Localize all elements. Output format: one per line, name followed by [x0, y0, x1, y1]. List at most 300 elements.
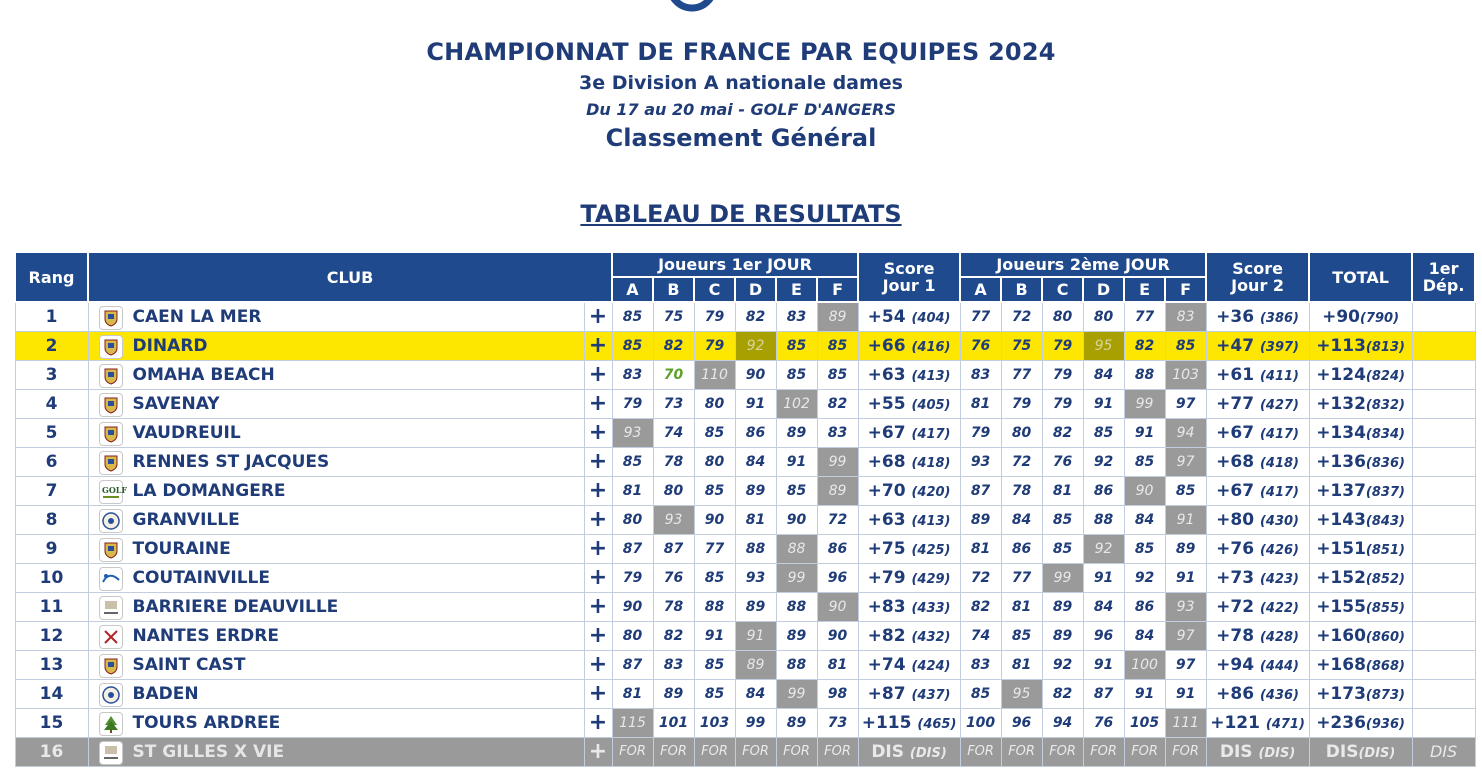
day1-player-score: 85 — [612, 302, 653, 331]
day1-player-score: 99 — [776, 563, 817, 592]
expand-plus-icon[interactable]: + — [584, 302, 612, 331]
day2-player-score: 89 — [1042, 592, 1083, 621]
day2-player-score: 97 — [1165, 447, 1206, 476]
day2-player-score: 85 — [1165, 331, 1206, 360]
total-strokes: (868) — [1365, 658, 1405, 674]
score-jour1 — [858, 302, 960, 331]
day1-player-score: 91 — [694, 621, 735, 650]
day2-player-score: 83 — [960, 360, 1001, 389]
day1-player-score: 90 — [817, 621, 858, 650]
col-j1-c: C — [694, 277, 735, 302]
score-value: +121 — [1210, 712, 1260, 733]
col-score-jour1: Score Jour 1 — [858, 252, 960, 302]
day1-player-score: 81 — [817, 650, 858, 679]
col-j2-c: C — [1042, 277, 1083, 302]
table-row — [15, 331, 1475, 360]
day2-player-score: 72 — [1001, 447, 1042, 476]
total-cell — [1309, 302, 1412, 331]
day1-player-score: 90 — [735, 360, 776, 389]
day1-player-score: FOR — [653, 737, 694, 766]
expand-plus-icon[interactable]: + — [584, 505, 612, 534]
day1-player-score: FOR — [817, 737, 858, 766]
day2-player-score: 96 — [1001, 708, 1042, 737]
score-strokes: (436) — [1259, 687, 1299, 703]
day1-player-score: 99 — [776, 679, 817, 708]
club-name: ST GILLES X VIE — [132, 741, 285, 762]
day1-player-score: 85 — [776, 476, 817, 505]
premier-dep-cell — [1412, 592, 1475, 621]
club-name: VAUDREUIL — [132, 422, 241, 443]
table-row — [15, 418, 1475, 447]
day2-player-score: 86 — [1083, 476, 1124, 505]
club-cell — [88, 592, 584, 621]
club-name: LA DOMANGERE — [132, 480, 286, 501]
club-logo-icon — [99, 683, 123, 707]
day2-player-score: 85 — [1042, 505, 1083, 534]
day2-player-score: 95 — [1083, 331, 1124, 360]
day1-player-score: 89 — [653, 679, 694, 708]
day2-player-score: 72 — [1001, 302, 1042, 331]
day2-player-score: 100 — [960, 708, 1001, 737]
col-total: TOTAL — [1309, 252, 1412, 302]
expand-plus-icon[interactable]: + — [584, 679, 612, 708]
day1-player-score: 93 — [653, 505, 694, 534]
day1-player-score: 87 — [612, 534, 653, 563]
day1-player-score: 92 — [735, 331, 776, 360]
day2-player-score: 78 — [1001, 476, 1042, 505]
classement-title: Classement Général — [605, 124, 877, 152]
club-name: TOURAINE — [132, 538, 231, 559]
score-strokes: (386) — [1259, 310, 1299, 326]
day2-player-score: FOR — [1001, 737, 1042, 766]
score-value: +115 — [861, 712, 912, 733]
day2-player-score: 79 — [1042, 389, 1083, 418]
rank-cell: 3 — [15, 360, 88, 389]
score-value: +78 — [1216, 625, 1255, 646]
day2-player-score: 85 — [1083, 418, 1124, 447]
day2-player-score: 81 — [960, 534, 1001, 563]
premier-dep-cell — [1412, 650, 1475, 679]
day1-player-score: 77 — [694, 534, 735, 563]
expand-plus-icon[interactable]: + — [584, 418, 612, 447]
score-jour1 — [858, 418, 960, 447]
score-strokes: (428) — [1259, 629, 1299, 645]
day2-player-score: 87 — [960, 476, 1001, 505]
day2-player-score: 105 — [1124, 708, 1165, 737]
day1-player-score: 87 — [653, 534, 694, 563]
day2-player-score: 97 — [1165, 650, 1206, 679]
day2-player-score: 84 — [1083, 592, 1124, 621]
total-value: DIS — [1325, 741, 1359, 762]
day1-player-score: 91 — [735, 621, 776, 650]
day2-player-score: 90 — [1124, 476, 1165, 505]
day1-player-score: FOR — [612, 737, 653, 766]
premier-dep-cell — [1412, 447, 1475, 476]
day2-player-score: 88 — [1083, 505, 1124, 534]
score-jour2 — [1206, 737, 1309, 766]
day1-player-score: 85 — [612, 447, 653, 476]
score-jour2 — [1206, 476, 1309, 505]
day2-player-score: 89 — [960, 505, 1001, 534]
day1-player-score: 80 — [653, 476, 694, 505]
score-strokes: (411) — [1259, 368, 1299, 384]
score-jour2 — [1206, 302, 1309, 331]
score-value: +61 — [1216, 364, 1255, 385]
rank-cell: 5 — [15, 418, 88, 447]
day1-player-score: 115 — [612, 708, 653, 737]
expand-plus-icon[interactable]: + — [584, 447, 612, 476]
score-strokes: (413) — [911, 513, 951, 529]
score-strokes: (DIS) — [1258, 745, 1296, 761]
club-cell — [88, 563, 584, 592]
club-name: NANTES ERDRE — [132, 625, 280, 646]
score-strokes: (430) — [1259, 513, 1299, 529]
club-cell — [88, 534, 584, 563]
club-cell — [88, 360, 584, 389]
score-jour2 — [1206, 592, 1309, 621]
score-value: +55 — [867, 393, 906, 414]
total-value: +168 — [1316, 654, 1366, 675]
day2-player-score: 89 — [1165, 534, 1206, 563]
col-rang: Rang — [15, 252, 88, 302]
total-strokes: (843) — [1365, 513, 1405, 529]
rank-cell: 7 — [15, 476, 88, 505]
day1-player-score: 85 — [694, 679, 735, 708]
club-cell — [88, 650, 584, 679]
rank-cell: 1 — [15, 302, 88, 331]
club-cell — [88, 708, 584, 737]
total-cell — [1309, 708, 1412, 737]
day2-player-score: 95 — [1001, 679, 1042, 708]
club-logo-icon — [99, 422, 123, 446]
day2-player-score: 97 — [1165, 621, 1206, 650]
total-strokes: (834) — [1365, 426, 1405, 442]
day2-player-score: 91 — [1124, 679, 1165, 708]
day2-player-score: 89 — [1042, 621, 1083, 650]
table-row — [15, 708, 1475, 737]
day2-player-score: 84 — [1124, 505, 1165, 534]
col-j2-a: A — [960, 277, 1001, 302]
score-strokes: (427) — [1259, 397, 1299, 413]
club-cell — [88, 476, 584, 505]
club-name: COUTAINVILLE — [132, 567, 270, 588]
day2-player-score: 99 — [1124, 389, 1165, 418]
score-value: +63 — [867, 509, 906, 530]
score-jour1 — [858, 331, 960, 360]
total-value: +132 — [1316, 393, 1366, 414]
day1-player-score: 83 — [653, 650, 694, 679]
table-row — [15, 505, 1475, 534]
golf-federation-logo — [660, 0, 724, 14]
table-row — [15, 737, 1475, 766]
rank-cell: 4 — [15, 389, 88, 418]
day2-player-score: 75 — [1001, 331, 1042, 360]
score-jour1 — [858, 534, 960, 563]
day1-player-score: 80 — [612, 621, 653, 650]
day2-player-score: 82 — [960, 592, 1001, 621]
total-value: +124 — [1316, 364, 1366, 385]
total-strokes: (836) — [1365, 455, 1405, 471]
score-jour1 — [858, 737, 960, 766]
premier-dep-cell — [1412, 360, 1475, 389]
table-row — [15, 360, 1475, 389]
day1-player-score: 82 — [817, 389, 858, 418]
expand-plus-icon[interactable]: + — [584, 650, 612, 679]
day1-player-score: 81 — [735, 505, 776, 534]
club-logo-icon — [99, 451, 123, 475]
col-jour1-group: Joueurs 1er JOUR — [612, 252, 858, 277]
rank-cell: 16 — [15, 737, 88, 766]
day2-player-score: FOR — [960, 737, 1001, 766]
score-value: +47 — [1216, 335, 1255, 356]
day1-player-score: 83 — [776, 302, 817, 331]
club-cell — [88, 505, 584, 534]
day1-player-score: 89 — [735, 592, 776, 621]
day2-player-score: 94 — [1165, 418, 1206, 447]
club-name: CAEN LA MER — [132, 306, 262, 327]
day2-player-score: 86 — [1001, 534, 1042, 563]
club-logo-icon — [99, 712, 123, 736]
club-name: SAVENAY — [132, 393, 220, 414]
club-cell — [88, 418, 584, 447]
col-j1-b: B — [653, 277, 694, 302]
table-row — [15, 302, 1475, 331]
score-value: +63 — [867, 364, 906, 385]
day1-player-score: 70 — [653, 360, 694, 389]
col-jour2-group: Joueurs 2ème JOUR — [960, 252, 1206, 277]
day2-player-score: 92 — [1083, 534, 1124, 563]
club-cell — [88, 679, 584, 708]
day1-player-score: 89 — [817, 302, 858, 331]
day1-player-score: 80 — [612, 505, 653, 534]
day2-player-score: 79 — [960, 418, 1001, 447]
club-cell — [88, 302, 584, 331]
day1-player-score: 74 — [653, 418, 694, 447]
day1-player-score: 76 — [653, 563, 694, 592]
day1-player-score: 110 — [694, 360, 735, 389]
score-jour2 — [1206, 447, 1309, 476]
score-jour1 — [858, 650, 960, 679]
score-strokes: (432) — [911, 629, 951, 645]
expand-plus-icon[interactable]: + — [584, 708, 612, 737]
club-logo-icon — [99, 741, 123, 765]
table-row — [15, 447, 1475, 476]
score-strokes: (420) — [911, 484, 951, 500]
svg-text:GOLF: GOLF — [101, 484, 127, 495]
day1-player-score: 84 — [735, 679, 776, 708]
day1-player-score: 85 — [776, 360, 817, 389]
day2-player-score: 77 — [960, 302, 1001, 331]
premier-dep-cell — [1412, 331, 1475, 360]
day1-player-score: 87 — [612, 650, 653, 679]
day1-player-score: 79 — [694, 331, 735, 360]
total-cell — [1309, 534, 1412, 563]
day2-player-score: 93 — [960, 447, 1001, 476]
score-value: +68 — [867, 451, 906, 472]
day2-player-score: 88 — [1124, 360, 1165, 389]
score-value: +72 — [1216, 596, 1255, 617]
expand-plus-icon[interactable]: + — [584, 621, 612, 650]
expand-plus-icon[interactable]: + — [584, 476, 612, 505]
score-strokes: (425) — [911, 542, 951, 558]
day2-player-score: 81 — [1042, 476, 1083, 505]
col-premier-dep: 1er Dép. — [1412, 252, 1475, 302]
total-strokes: (860) — [1365, 629, 1405, 645]
score-strokes: (417) — [1259, 484, 1299, 500]
score-jour1 — [858, 621, 960, 650]
day1-player-score: 98 — [817, 679, 858, 708]
total-value: +155 — [1316, 596, 1366, 617]
score-strokes: (397) — [1259, 339, 1299, 355]
score-jour1 — [858, 360, 960, 389]
score-strokes: (437) — [911, 687, 951, 703]
score-value: +36 — [1216, 306, 1255, 327]
expand-plus-icon[interactable]: + — [584, 389, 612, 418]
expand-plus-icon[interactable]: + — [584, 592, 612, 621]
day1-player-score: 78 — [653, 447, 694, 476]
day1-player-score: 88 — [776, 534, 817, 563]
total-value: +151 — [1316, 538, 1366, 559]
day2-player-score: 80 — [1042, 302, 1083, 331]
table-row — [15, 679, 1475, 708]
col-j1-e: E — [776, 277, 817, 302]
score-value: +70 — [867, 480, 906, 501]
score-jour1 — [858, 563, 960, 592]
day1-player-score: 82 — [653, 331, 694, 360]
day2-player-score: 85 — [1124, 534, 1165, 563]
day1-player-score: 81 — [612, 679, 653, 708]
premier-dep-cell — [1412, 389, 1475, 418]
total-cell — [1309, 592, 1412, 621]
score-strokes: (426) — [1259, 542, 1299, 558]
score-strokes: (404) — [911, 310, 951, 326]
score-strokes: (433) — [911, 600, 951, 616]
score-strokes: (422) — [1259, 600, 1299, 616]
score-jour2 — [1206, 418, 1309, 447]
day2-player-score: 91 — [1165, 679, 1206, 708]
premier-dep-cell — [1412, 476, 1475, 505]
score-value: +68 — [1216, 451, 1255, 472]
club-name: SAINT CAST — [132, 654, 246, 675]
score-value: +94 — [1216, 654, 1255, 675]
premier-dep-cell — [1412, 302, 1475, 331]
expand-plus-icon[interactable]: + — [584, 534, 612, 563]
day1-player-score: 81 — [612, 476, 653, 505]
total-cell — [1309, 737, 1412, 766]
day1-player-score: 73 — [817, 708, 858, 737]
club-logo-icon — [99, 625, 123, 649]
day1-player-score: 84 — [735, 447, 776, 476]
score-strokes: (416) — [911, 339, 951, 355]
day2-player-score: FOR — [1165, 737, 1206, 766]
score-jour2 — [1206, 389, 1309, 418]
score-jour1 — [858, 708, 960, 737]
score-value: +83 — [867, 596, 906, 617]
day2-player-score: FOR — [1042, 737, 1083, 766]
club-logo-icon — [99, 596, 123, 620]
expand-plus-icon[interactable]: + — [584, 360, 612, 389]
day1-player-score: 88 — [776, 592, 817, 621]
total-cell — [1309, 360, 1412, 389]
table-row — [15, 650, 1475, 679]
score-strokes: (444) — [1259, 658, 1299, 674]
day1-player-score: 86 — [817, 534, 858, 563]
score-jour2 — [1206, 563, 1309, 592]
day1-player-score: 85 — [817, 360, 858, 389]
day2-player-score: 91 — [1083, 389, 1124, 418]
day2-player-score: 72 — [960, 563, 1001, 592]
day2-player-score: 100 — [1124, 650, 1165, 679]
day2-player-score: 86 — [1124, 592, 1165, 621]
day2-player-score: 83 — [960, 650, 1001, 679]
day1-player-score: 80 — [694, 389, 735, 418]
day1-player-score: 101 — [653, 708, 694, 737]
score-jour1 — [858, 476, 960, 505]
rank-cell: 11 — [15, 592, 88, 621]
score-value: +67 — [1216, 422, 1255, 443]
score-strokes: (424) — [911, 658, 951, 674]
day1-player-score: FOR — [735, 737, 776, 766]
total-cell — [1309, 331, 1412, 360]
day1-player-score: 85 — [817, 331, 858, 360]
col-j1-f: F — [817, 277, 858, 302]
score-value: +86 — [1216, 683, 1255, 704]
day2-player-score: 92 — [1124, 563, 1165, 592]
rank-cell: 8 — [15, 505, 88, 534]
score-value: +75 — [867, 538, 906, 559]
day2-player-score: 79 — [1042, 360, 1083, 389]
total-cell — [1309, 389, 1412, 418]
total-strokes: (813) — [1365, 339, 1405, 355]
day2-player-score: 80 — [1083, 302, 1124, 331]
day1-player-score: 79 — [612, 563, 653, 592]
day1-player-score: 93 — [612, 418, 653, 447]
score-jour1 — [858, 447, 960, 476]
day2-player-score: 81 — [1001, 592, 1042, 621]
page-title: CHAMPIONNAT DE FRANCE PAR EQUIPES 2024 — [426, 38, 1056, 66]
day2-player-score: 76 — [960, 331, 1001, 360]
club-cell — [88, 389, 584, 418]
day1-player-score: 79 — [612, 389, 653, 418]
score-strokes: (413) — [911, 368, 951, 384]
total-cell — [1309, 505, 1412, 534]
day1-player-score: 89 — [735, 650, 776, 679]
score-value: +87 — [867, 683, 906, 704]
day1-player-score: 99 — [735, 708, 776, 737]
score-value: DIS — [871, 741, 904, 762]
day1-player-score: 89 — [817, 476, 858, 505]
day1-player-score: 85 — [612, 331, 653, 360]
day2-player-score: 85 — [1042, 534, 1083, 563]
day2-player-score: 84 — [1083, 360, 1124, 389]
expand-plus-icon[interactable]: + — [584, 331, 612, 360]
score-value: +67 — [867, 422, 906, 443]
total-value: +134 — [1316, 422, 1366, 443]
day1-player-score: 91 — [735, 389, 776, 418]
day1-player-score: 78 — [653, 592, 694, 621]
score-value: +67 — [1216, 480, 1255, 501]
premier-dep-cell: DIS — [1412, 737, 1475, 766]
club-name: BARRIERE DEAUVILLE — [132, 596, 339, 617]
score-value: +66 — [867, 335, 906, 356]
day1-player-score: 85 — [694, 563, 735, 592]
day1-player-score: 83 — [817, 418, 858, 447]
club-name: OMAHA BEACH — [132, 364, 275, 385]
expand-plus-icon[interactable]: + — [584, 563, 612, 592]
club-logo-icon — [99, 335, 123, 359]
col-score-jour2: Score Jour 2 — [1206, 252, 1309, 302]
expand-plus-icon[interactable]: + — [584, 737, 612, 766]
